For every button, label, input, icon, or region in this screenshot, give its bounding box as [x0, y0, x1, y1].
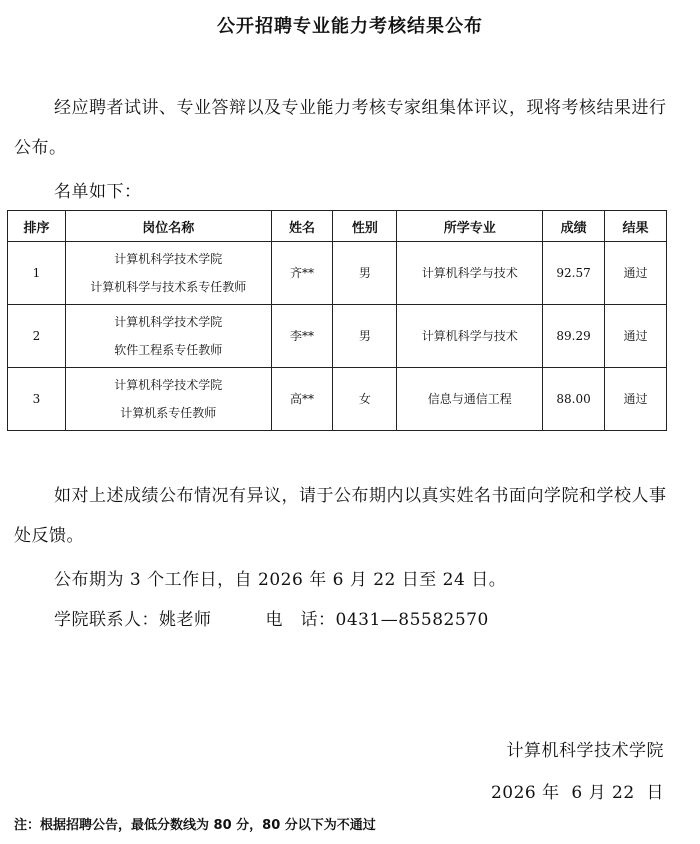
results-table [7, 210, 667, 431]
cell-gender: 女 [333, 368, 397, 431]
contact-phone: 电 话：0431—85582570 [265, 610, 489, 630]
cell-dept: 计算机科学技术学院 [114, 252, 223, 266]
contact-line [14, 600, 668, 640]
signature-date: 2026 年 6 月 22 日 [490, 783, 664, 803]
cell-position [65, 305, 271, 368]
cell-position-title: 软件工程系专任教师 [114, 343, 223, 357]
header-result: 结果 [605, 211, 667, 242]
cell-gender: 男 [333, 305, 397, 368]
cell-score: 88.00 [543, 368, 605, 431]
footnote: 注：根据招聘公告，最低分数线为 80 分，80 分以下为不通过 [14, 818, 376, 833]
signature-org: 计算机科学技术学院 [506, 741, 664, 761]
cell-major: 信息与通信工程 [397, 368, 543, 431]
cell-major: 计算机科学与技术 [397, 242, 543, 305]
cell-major: 计算机科学与技术 [397, 305, 543, 368]
intro-paragraph: 经应聘者试讲、专业答辩以及专业能力考核专家组集体评议，现将考核结果进行公布。 [14, 98, 667, 158]
cell-name: 李** [271, 305, 333, 368]
table-row [8, 305, 667, 368]
cell-result: 通过 [605, 368, 667, 431]
cell-dept: 计算机科学技术学院 [114, 315, 223, 329]
cell-name: 齐** [271, 242, 333, 305]
cell-rank: 2 [8, 305, 66, 368]
cell-dept: 计算机科学技术学院 [114, 378, 223, 392]
cell-position [65, 242, 271, 305]
list-intro: 名单如下： [54, 182, 142, 202]
header-rank: 排序 [8, 211, 66, 242]
objection-paragraph: 如对上述成绩公布情况有异议，请于公布期内以真实姓名书面向学院和学校人事处反馈。 [14, 486, 667, 546]
cell-gender: 男 [333, 242, 397, 305]
page-title: 公开招聘专业能力考核结果公布 [217, 16, 483, 37]
cell-score: 89.29 [543, 305, 605, 368]
table-row [8, 242, 667, 305]
cell-score: 92.57 [543, 242, 605, 305]
header-major: 所学专业 [397, 211, 543, 242]
header-name: 姓名 [271, 211, 333, 242]
cell-rank: 3 [8, 368, 66, 431]
cell-position-title: 计算机系专任教师 [120, 406, 217, 420]
header-score: 成绩 [543, 211, 605, 242]
cell-result: 通过 [605, 305, 667, 368]
table-header-row [8, 211, 667, 242]
header-gender: 性别 [333, 211, 397, 242]
header-position: 岗位名称 [65, 211, 271, 242]
table-row [8, 368, 667, 431]
contact-person: 学院联系人：姚老师 [54, 610, 212, 630]
cell-name: 高** [271, 368, 333, 431]
cell-rank: 1 [8, 242, 66, 305]
period-paragraph: 公布期为 3 个工作日，自 2026 年 6 月 22 日至 24 日。 [54, 570, 507, 590]
cell-result: 通过 [605, 242, 667, 305]
cell-position-title: 计算机科学与技术系专任教师 [90, 280, 247, 294]
cell-position [65, 368, 271, 431]
